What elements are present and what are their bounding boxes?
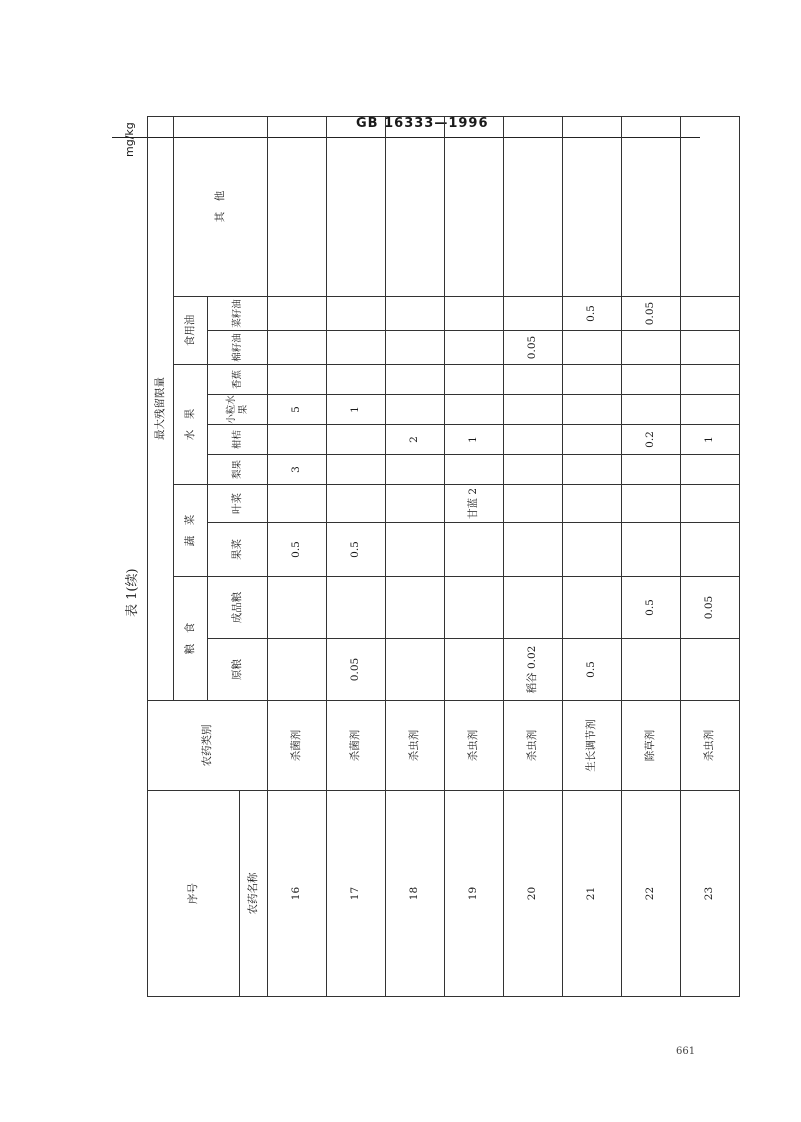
cell-citrus bbox=[327, 425, 386, 455]
cell-cottonseed-oil bbox=[327, 331, 386, 365]
cell-finished-grain bbox=[445, 577, 504, 639]
mrl-table bbox=[147, 116, 740, 997]
header-seq: 序号 bbox=[148, 791, 240, 997]
cell-citrus: 1 bbox=[681, 425, 740, 455]
row-category: 杀虫剂 bbox=[504, 701, 563, 791]
cell-banana bbox=[445, 365, 504, 395]
header-vegetable: 蔬 菜 bbox=[174, 485, 208, 577]
cell-rapeseed-oil: 0.05 bbox=[622, 297, 681, 331]
cell-other bbox=[386, 116, 445, 296]
row-category: 杀菌剂 bbox=[327, 701, 386, 791]
cell-finished-grain bbox=[386, 577, 445, 639]
header-citrus: 柑桔 bbox=[208, 425, 268, 455]
cell-pome bbox=[622, 455, 681, 485]
header-cottonseed-oil: 棉籽油 bbox=[208, 331, 268, 365]
row-category: 杀虫剂 bbox=[386, 701, 445, 791]
cell-citrus bbox=[563, 425, 622, 455]
cell-small-fruit bbox=[504, 395, 563, 425]
table-row bbox=[268, 116, 327, 996]
cell-finished-grain bbox=[504, 577, 563, 639]
cell-other bbox=[504, 116, 563, 296]
cell-finished-grain bbox=[327, 577, 386, 639]
row-category: 除草剂 bbox=[622, 701, 681, 791]
table-row bbox=[445, 116, 504, 996]
cell-rapeseed-oil bbox=[327, 297, 386, 331]
cell-other bbox=[622, 116, 681, 296]
header-fruit: 水 果 bbox=[174, 365, 208, 485]
cell-cottonseed-oil bbox=[622, 331, 681, 365]
cell-banana bbox=[386, 365, 445, 395]
cell-fruit-veg bbox=[681, 523, 740, 577]
standard-code: GB 16333—1996 bbox=[356, 116, 489, 131]
header-other: 其 他 bbox=[174, 116, 268, 296]
row-seq: 22 bbox=[622, 791, 681, 997]
row-category: 生长调节剂 bbox=[563, 701, 622, 791]
cell-small-fruit: 5 bbox=[268, 395, 327, 425]
cell-pome bbox=[563, 455, 622, 485]
header-category: 农药类别 bbox=[148, 701, 268, 791]
cell-finished-grain bbox=[563, 577, 622, 639]
header-banana: 香蕉 bbox=[208, 365, 268, 395]
cell-citrus bbox=[268, 425, 327, 455]
cell-rapeseed-oil bbox=[445, 297, 504, 331]
cell-rapeseed-oil bbox=[681, 297, 740, 331]
cell-cottonseed-oil bbox=[445, 331, 504, 365]
cell-finished-grain: 0.05 bbox=[681, 577, 740, 639]
cell-fruit-veg: 0.5 bbox=[268, 523, 327, 577]
table-row bbox=[622, 116, 681, 996]
cell-raw-grain: 稻谷 0.02 bbox=[504, 639, 563, 701]
page-number: 661 bbox=[676, 1046, 696, 1057]
cell-fruit-veg bbox=[504, 523, 563, 577]
header-fruit-veg: 果菜 bbox=[208, 523, 268, 577]
cell-leaf-veg bbox=[327, 485, 386, 523]
cell-finished-grain bbox=[268, 577, 327, 639]
cell-leaf-veg bbox=[563, 485, 622, 523]
cell-raw-grain: 0.5 bbox=[563, 639, 622, 701]
cell-leaf-veg bbox=[504, 485, 563, 523]
table-row bbox=[504, 116, 563, 996]
header-pome: 梨果 bbox=[208, 455, 268, 485]
row-category: 杀菌剂 bbox=[268, 701, 327, 791]
row-category: 杀虫剂 bbox=[445, 701, 504, 791]
cell-raw-grain bbox=[268, 639, 327, 701]
cell-small-fruit bbox=[681, 395, 740, 425]
table-row bbox=[327, 116, 386, 996]
cell-pome: 3 bbox=[268, 455, 327, 485]
cell-rapeseed-oil bbox=[386, 297, 445, 331]
cell-small-fruit: 1 bbox=[327, 395, 386, 425]
row-seq: 19 bbox=[445, 791, 504, 997]
cell-small-fruit bbox=[622, 395, 681, 425]
cell-raw-grain bbox=[622, 639, 681, 701]
rotated-table-area bbox=[123, 117, 716, 997]
row-category: 杀虫剂 bbox=[681, 701, 740, 791]
cell-banana bbox=[268, 365, 327, 395]
row-seq: 23 bbox=[681, 791, 740, 997]
header-rapeseed-oil: 菜籽油 bbox=[208, 297, 268, 331]
header-edible-oil: 食用油 bbox=[174, 297, 208, 365]
cell-finished-grain: 0.5 bbox=[622, 577, 681, 639]
row-seq: 18 bbox=[386, 791, 445, 997]
cell-pome bbox=[504, 455, 563, 485]
header-pesticide-name: 农药名称 bbox=[240, 791, 268, 997]
cell-fruit-veg bbox=[563, 523, 622, 577]
cell-fruit-veg bbox=[445, 523, 504, 577]
cell-leaf-veg: 甘蓝 2 bbox=[445, 485, 504, 523]
cell-leaf-veg bbox=[386, 485, 445, 523]
row-seq: 17 bbox=[327, 791, 386, 997]
cell-other bbox=[327, 116, 386, 296]
cell-fruit-veg bbox=[622, 523, 681, 577]
cell-pome bbox=[445, 455, 504, 485]
cell-rapeseed-oil bbox=[504, 297, 563, 331]
cell-pome bbox=[327, 455, 386, 485]
cell-cottonseed-oil: 0.05 bbox=[504, 331, 563, 365]
cell-banana bbox=[622, 365, 681, 395]
cell-other bbox=[681, 116, 740, 296]
cell-citrus bbox=[504, 425, 563, 455]
table-row bbox=[386, 116, 445, 996]
cell-pome bbox=[386, 455, 445, 485]
header-small-fruit: 小粒水果 bbox=[208, 395, 268, 425]
table-row bbox=[563, 116, 622, 996]
cell-other bbox=[445, 116, 504, 296]
cell-small-fruit bbox=[445, 395, 504, 425]
cell-pome bbox=[681, 455, 740, 485]
cell-small-fruit bbox=[386, 395, 445, 425]
cell-other bbox=[563, 116, 622, 296]
cell-raw-grain: 0.05 bbox=[327, 639, 386, 701]
row-seq: 21 bbox=[563, 791, 622, 997]
header-grain: 粮 食 bbox=[174, 577, 208, 701]
cell-small-fruit bbox=[563, 395, 622, 425]
cell-citrus: 2 bbox=[386, 425, 445, 455]
cell-raw-grain bbox=[445, 639, 504, 701]
header-finished-grain: 成品粮 bbox=[208, 577, 268, 639]
cell-other bbox=[268, 116, 327, 296]
header-raw-grain: 原粮 bbox=[208, 639, 268, 701]
cell-fruit-veg bbox=[386, 523, 445, 577]
cell-rapeseed-oil: 0.5 bbox=[563, 297, 622, 331]
cell-cottonseed-oil bbox=[681, 331, 740, 365]
row-seq: 16 bbox=[268, 791, 327, 997]
cell-cottonseed-oil bbox=[268, 331, 327, 365]
cell-leaf-veg bbox=[622, 485, 681, 523]
row-seq: 20 bbox=[504, 791, 563, 997]
cell-raw-grain bbox=[681, 639, 740, 701]
cell-citrus: 1 bbox=[445, 425, 504, 455]
header-mrl: 最大残留限量 bbox=[148, 116, 174, 700]
cell-banana bbox=[504, 365, 563, 395]
table-title: 表 1(续) bbox=[125, 568, 140, 617]
table-row bbox=[681, 116, 740, 996]
cell-banana bbox=[327, 365, 386, 395]
cell-banana bbox=[563, 365, 622, 395]
cell-leaf-veg bbox=[268, 485, 327, 523]
cell-raw-grain bbox=[386, 639, 445, 701]
cell-citrus: 0.2 bbox=[622, 425, 681, 455]
table-unit: mg/kg bbox=[123, 122, 136, 157]
cell-cottonseed-oil bbox=[563, 331, 622, 365]
cell-cottonseed-oil bbox=[386, 331, 445, 365]
cell-banana bbox=[681, 365, 740, 395]
cell-leaf-veg bbox=[681, 485, 740, 523]
cell-fruit-veg: 0.5 bbox=[327, 523, 386, 577]
header-leaf-veg: 叶菜 bbox=[208, 485, 268, 523]
cell-rapeseed-oil bbox=[268, 297, 327, 331]
